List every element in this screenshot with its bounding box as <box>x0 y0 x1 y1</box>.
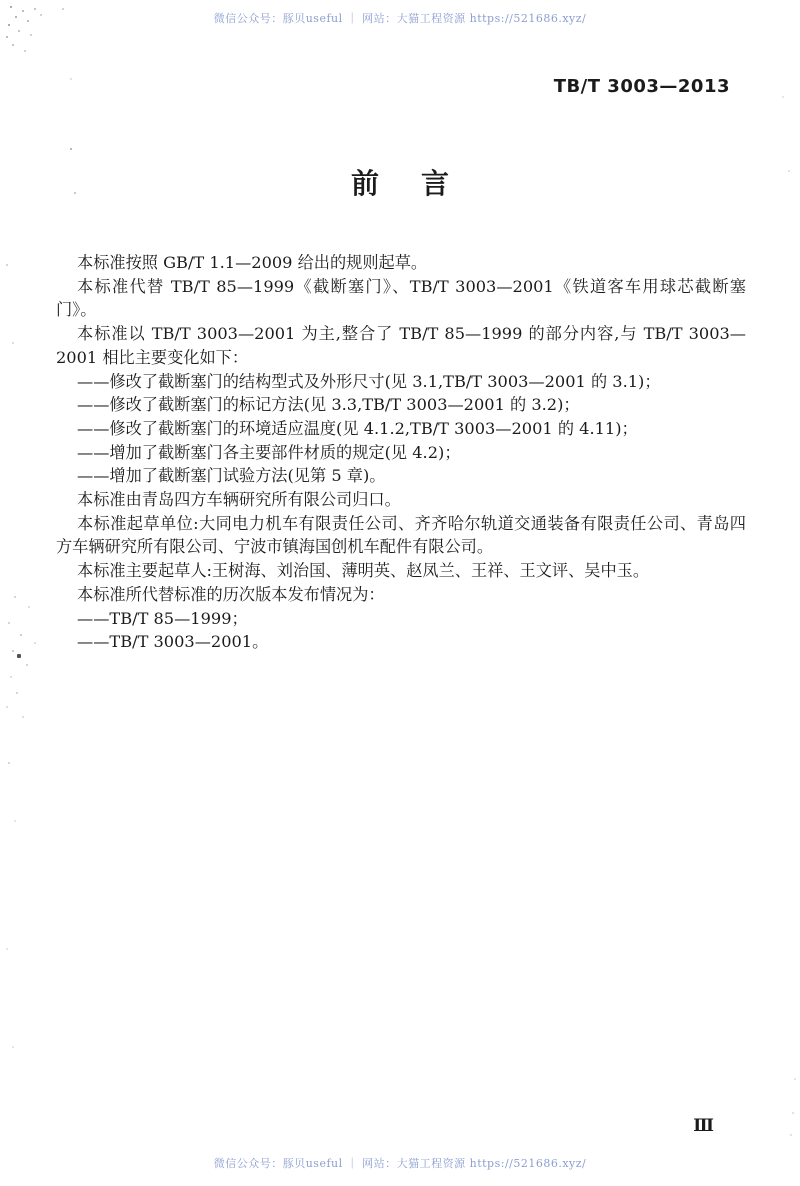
standard-number: TB/T 3003—2013 <box>553 76 730 97</box>
change-item-temperature: ——修改了截断塞门的环境适应温度(见 4.1.2,TB/T 3003—2001 的 4.11)； <box>77 418 638 438</box>
change-item-structure: ——修改了截断塞门的结构型式及外形尺寸(见 3.1,TB/T 3003—2001 的 3.1)； <box>77 371 661 391</box>
foreword-body <box>56 251 746 654</box>
scan-noise-dark-spot <box>17 654 21 658</box>
previous-edition-1999: ——TB/T 85—1999； <box>77 608 248 628</box>
paragraph-replaces: 本标准代替 TB/T 85—1999《截断塞门》、TB/T 3003—2001《铁道客车用球芯截断塞门》。 <box>56 276 746 320</box>
scan-noise-speckles <box>0 0 2 2</box>
change-item-marking: ——修改了截断塞门的标记方法(见 3.3,TB/T 3003—2001 的 3.2)； <box>77 395 580 415</box>
paragraph-drafting-units: 本标准起草单位:大同电力机车有限责任公司、齐齐哈尔轨道交通装备有限责任公司、青岛四方车辆研究所有限公司、宁波市镇海国创机车配件有限公司。 <box>56 513 746 557</box>
change-item-test-methods: ——增加了截断塞门试验方法(见第 5 章)。 <box>77 466 386 486</box>
paragraph-centralized-by: 本标准由青岛四方车辆研究所有限公司归口。 <box>77 490 401 510</box>
paragraph-previous-editions: 本标准所代替标准的历次版本发布情况为： <box>77 584 385 604</box>
paragraph-changes-intro: 本标准以 TB/T 3003—2001 为主,整合了 TB/T 85—1999 的部分内容,与 TB/T 3003—2001 相比主要变化如下： <box>56 324 746 367</box>
watermark-top: 微信公众号：豚贝useful ｜ 网站：大猫工程资源 https://521686.xyz/ <box>213 12 587 25</box>
page-title-foreword: 前 言 <box>350 167 456 200</box>
paragraph-main-drafters: 本标准主要起草人:王树海、刘治国、薄明英、赵凤兰、王祥、王文评、吴中玉。 <box>77 561 650 581</box>
change-item-materials: ——增加了截断塞门各主要部件材质的规定(见 4.2)； <box>77 442 461 462</box>
previous-edition-2001: ——TB/T 3003—2001。 <box>77 632 269 652</box>
paragraph-drafting-rules: 本标准按照 GB/T 1.1—2009 给出的规则起草。 <box>77 253 428 272</box>
page-number: Ⅲ <box>693 1116 714 1136</box>
watermark-bottom: 微信公众号：豚贝useful ｜ 网站：大猫工程资源 https://521686.xyz/ <box>213 1157 587 1170</box>
